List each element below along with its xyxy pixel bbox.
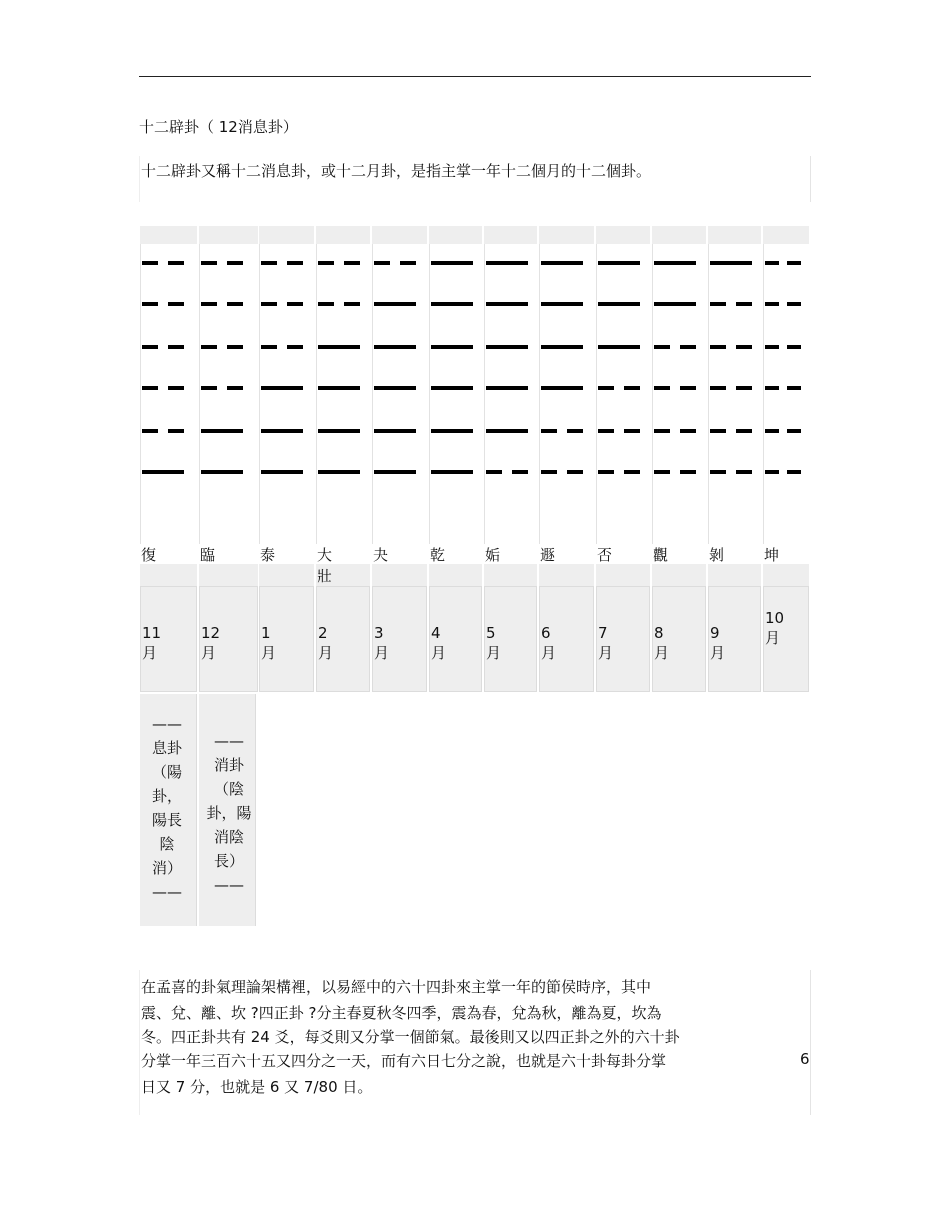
hexagram-name: 夬	[373, 546, 389, 564]
yin-line	[374, 261, 416, 265]
header-band	[484, 226, 537, 244]
yang-line	[431, 386, 473, 390]
yang-line	[374, 302, 416, 306]
yin-line-segment	[765, 345, 779, 349]
yin-line-segment	[567, 470, 583, 474]
hexagram-name: 臨	[200, 546, 216, 564]
hexagram-month: 6 月	[541, 624, 557, 662]
lines-area	[484, 244, 537, 544]
yin-line-segment	[624, 429, 640, 433]
header-band	[596, 226, 650, 244]
yin-line	[142, 429, 184, 433]
note-line: 消卦	[213, 756, 244, 774]
yin-line	[765, 470, 801, 474]
yin-line-segment	[142, 302, 158, 306]
yin-line	[201, 261, 243, 265]
yin-line	[598, 470, 640, 474]
yin-line-segment	[787, 302, 801, 306]
yin-line-segment	[287, 345, 303, 349]
lines-area	[539, 244, 594, 544]
yang-line	[486, 386, 528, 390]
intro-text: 十二辟卦又稱十二消息卦，或十二月卦，是指主掌一年十二個月的十二個卦。	[141, 162, 652, 180]
yin-line-segment	[765, 386, 779, 390]
yin-line-segment	[765, 261, 779, 265]
paragraph-line: 震、兌、離、坎 ?四正卦 ?分主春夏秋冬四季，震為春，兌為秋，離為夏，坎為	[141, 1004, 662, 1022]
header-band	[316, 226, 370, 244]
yin-line-segment	[142, 345, 158, 349]
yin-line-segment	[201, 261, 217, 265]
yin-line-segment	[710, 429, 726, 433]
hexagram-month: 5 月	[486, 624, 502, 662]
header-band	[652, 226, 706, 244]
yin-line-segment	[787, 470, 801, 474]
hexagram-name: 乾	[430, 546, 446, 564]
note-line: （陽	[151, 763, 182, 781]
yang-line	[541, 386, 583, 390]
note-line: ——	[152, 883, 182, 901]
yang-line	[598, 345, 640, 349]
name-band	[259, 564, 314, 586]
note-line: 陰	[159, 835, 175, 853]
yin-line	[142, 261, 184, 265]
yin-line	[201, 345, 243, 349]
name-band	[539, 564, 594, 586]
hexagram-name: 剝	[709, 546, 725, 564]
yin-line	[486, 470, 528, 474]
yang-line	[261, 429, 303, 433]
yin-line-segment	[227, 386, 243, 390]
yin-line-segment	[541, 470, 557, 474]
note-line: （陰	[213, 780, 244, 798]
lines-area	[372, 244, 427, 544]
yin-line-segment	[261, 345, 277, 349]
yin-line	[654, 470, 696, 474]
note-line: 消陰	[213, 828, 244, 846]
hexagram-month: 10 月	[765, 609, 785, 647]
yin-line-segment	[680, 386, 696, 390]
yin-line-segment	[261, 302, 277, 306]
yin-line-segment	[765, 470, 779, 474]
yang-line	[142, 470, 184, 474]
yin-line-segment	[787, 429, 801, 433]
yin-line-segment	[654, 386, 670, 390]
yang-line	[710, 261, 752, 265]
yin-line-segment	[142, 261, 158, 265]
hexagram-name: 復	[141, 546, 157, 564]
header-band	[429, 226, 482, 244]
yin-line	[710, 470, 752, 474]
yin-line-segment	[736, 345, 752, 349]
hexagram-name: 大壯	[317, 546, 333, 585]
paragraph-line: 分掌一年三百六十五又四分之一天，而有六日七分之說，也就是六十卦每卦分掌	[141, 1052, 667, 1070]
note-line: ——	[152, 715, 182, 733]
xiao-gua-note	[203, 729, 255, 897]
hexagram-month: 8 月	[654, 624, 670, 662]
hexagram-name: 姤	[485, 546, 501, 564]
yang-line	[654, 302, 696, 306]
yin-line-segment	[261, 261, 277, 265]
lines-area	[429, 244, 482, 544]
yang-line	[431, 302, 473, 306]
yang-line	[261, 386, 303, 390]
yin-line-segment	[287, 261, 303, 265]
xi-gua-note	[141, 712, 193, 904]
header-band	[539, 226, 594, 244]
yang-line	[486, 302, 528, 306]
yin-line	[765, 386, 801, 390]
name-band	[199, 564, 258, 586]
lines-area	[316, 244, 370, 544]
name-band	[763, 564, 809, 586]
header-band	[763, 226, 809, 244]
yang-line	[374, 470, 416, 474]
note-line: 卦，陽	[206, 804, 252, 822]
yin-line-segment	[736, 302, 752, 306]
yin-line-segment	[624, 386, 640, 390]
yin-line	[598, 386, 640, 390]
header-band	[259, 226, 314, 244]
yin-line-segment	[765, 302, 779, 306]
yin-line-segment	[680, 470, 696, 474]
yang-line	[486, 429, 528, 433]
yin-line	[142, 345, 184, 349]
yin-line-segment	[168, 261, 184, 265]
yin-line-segment	[344, 261, 360, 265]
hexagram-month: 3 月	[374, 624, 390, 662]
note-line: 卦，	[151, 787, 182, 805]
yin-line-segment	[710, 386, 726, 390]
hexagram-name: 遯	[540, 546, 556, 564]
yin-line-segment	[142, 386, 158, 390]
yin-line-segment	[787, 261, 801, 265]
top-rule	[139, 76, 811, 77]
hexagram-month: 2 月	[318, 624, 334, 662]
paragraph-line: 冬。四正卦共有 24 爻，每爻則又分掌一個節氣。最後則又以四正卦之外的六十卦	[141, 1028, 680, 1046]
yin-line-segment	[168, 386, 184, 390]
yang-line	[541, 261, 583, 265]
note-line: 陽長	[151, 811, 182, 829]
name-band	[652, 564, 706, 586]
yang-line	[374, 345, 416, 349]
yang-line	[598, 302, 640, 306]
yin-line-segment	[598, 386, 614, 390]
hexagram-name: 否	[597, 546, 613, 564]
yin-line	[765, 345, 801, 349]
yin-line-segment	[486, 470, 502, 474]
yin-line-segment	[710, 470, 726, 474]
yin-line-segment	[765, 429, 779, 433]
name-band	[708, 564, 761, 586]
yin-line-segment	[400, 261, 416, 265]
name-band	[484, 564, 537, 586]
yin-line-segment	[736, 470, 752, 474]
hexagram-month: 9 月	[710, 624, 726, 662]
yin-line	[142, 386, 184, 390]
note-line: ——	[214, 876, 244, 894]
lines-area	[259, 244, 314, 544]
hexagram-name: 觀	[653, 546, 669, 564]
yin-line	[541, 429, 583, 433]
side-number: 6	[800, 1050, 810, 1068]
note-line: 消）	[151, 859, 182, 877]
name-band	[429, 564, 482, 586]
yang-line	[541, 302, 583, 306]
yin-line-segment	[680, 429, 696, 433]
yin-line-segment	[512, 470, 528, 474]
yin-line-segment	[710, 302, 726, 306]
yin-line	[654, 386, 696, 390]
header-band	[372, 226, 427, 244]
yin-line	[318, 261, 360, 265]
yin-line-segment	[201, 345, 217, 349]
hexagram-name: 泰	[260, 546, 276, 564]
yin-line	[541, 470, 583, 474]
yin-line-segment	[168, 302, 184, 306]
yin-line-segment	[787, 386, 801, 390]
yang-line	[486, 345, 528, 349]
yang-line	[431, 345, 473, 349]
yin-line	[710, 302, 752, 306]
yang-line	[598, 261, 640, 265]
hexagram-month: 1 月	[261, 624, 277, 662]
lines-area	[652, 244, 706, 544]
header-band	[708, 226, 761, 244]
note-line: ——	[214, 732, 244, 750]
yang-line	[541, 345, 583, 349]
yin-line	[710, 386, 752, 390]
yin-line-segment	[168, 429, 184, 433]
yang-line	[201, 429, 243, 433]
yin-line-segment	[736, 429, 752, 433]
yin-line	[261, 345, 303, 349]
yin-line-segment	[168, 345, 184, 349]
yin-line	[261, 261, 303, 265]
yang-line	[318, 386, 360, 390]
yin-line-segment	[654, 345, 670, 349]
lines-area	[708, 244, 761, 544]
yin-line-segment	[227, 345, 243, 349]
yin-line-segment	[598, 470, 614, 474]
yin-line-segment	[567, 429, 583, 433]
hexagram-month: 4 月	[431, 624, 447, 662]
name-band	[372, 564, 427, 586]
yin-line-segment	[142, 429, 158, 433]
yin-line-segment	[541, 429, 557, 433]
yin-line-segment	[318, 261, 334, 265]
lines-area	[140, 244, 197, 544]
yin-line-segment	[654, 429, 670, 433]
yin-line-segment	[787, 345, 801, 349]
name-band	[140, 564, 197, 586]
yang-line	[318, 470, 360, 474]
header-band	[199, 226, 258, 244]
yin-line-segment	[598, 429, 614, 433]
yang-line	[431, 261, 473, 265]
yin-line	[654, 345, 696, 349]
yin-line	[654, 429, 696, 433]
hexagram-month: 11 月	[142, 624, 162, 662]
hexagram-name: 坤	[764, 546, 780, 564]
yang-line	[374, 429, 416, 433]
yin-line	[710, 345, 752, 349]
header-band	[140, 226, 197, 244]
yin-line-segment	[227, 302, 243, 306]
yin-line	[142, 302, 184, 306]
yin-line	[710, 429, 752, 433]
yin-line-segment	[374, 261, 390, 265]
hexagram-month: 12 月	[201, 624, 221, 662]
lines-area	[763, 244, 809, 544]
yin-line	[318, 302, 360, 306]
yang-line	[318, 345, 360, 349]
yin-line	[261, 302, 303, 306]
yang-line	[654, 261, 696, 265]
hexagram-month: 7 月	[598, 624, 614, 662]
yin-line	[201, 302, 243, 306]
yin-line-segment	[201, 386, 217, 390]
yin-line-segment	[318, 302, 334, 306]
yang-line	[201, 470, 243, 474]
yin-line	[765, 429, 801, 433]
yin-line-segment	[736, 386, 752, 390]
yang-line	[318, 429, 360, 433]
paragraph-line: 日又 7 分，也就是 6 又 7/80 日。	[141, 1078, 373, 1096]
yin-line-segment	[287, 302, 303, 306]
yin-line-segment	[227, 261, 243, 265]
note-line: 息卦	[151, 739, 182, 757]
yin-line	[201, 386, 243, 390]
yin-line	[765, 261, 801, 265]
yang-line	[486, 261, 528, 265]
note-line: 長）	[213, 852, 244, 870]
yin-line-segment	[680, 345, 696, 349]
yang-line	[431, 429, 473, 433]
section-heading: 十二辟卦（ 12消息卦）	[139, 118, 298, 136]
yang-line	[261, 470, 303, 474]
yang-line	[431, 470, 473, 474]
yang-line	[374, 386, 416, 390]
name-band	[596, 564, 650, 586]
yin-line-segment	[201, 302, 217, 306]
yin-line-segment	[624, 470, 640, 474]
yin-line	[765, 302, 801, 306]
paragraph-line: 在孟喜的卦氣理論架構裡，以易經中的六十四卦來主掌一年的節侯時序，其中	[141, 978, 652, 996]
yin-line-segment	[710, 345, 726, 349]
lines-area	[199, 244, 258, 544]
yin-line-segment	[654, 470, 670, 474]
yin-line-segment	[344, 302, 360, 306]
yin-line	[598, 429, 640, 433]
lines-area	[596, 244, 650, 544]
